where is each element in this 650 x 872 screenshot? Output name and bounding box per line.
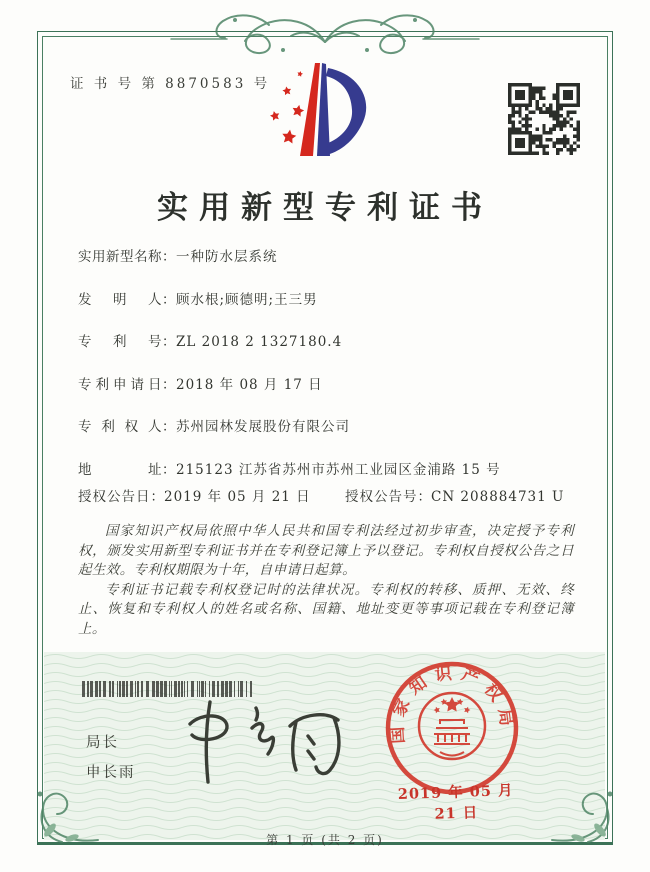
seal-text: 国家知识产权局 xyxy=(387,663,518,745)
grant-number-label: 授权公告号 xyxy=(345,489,418,505)
field-label: 专利申请日 xyxy=(78,376,162,393)
qr-code-icon xyxy=(508,83,580,155)
field-value: ZL 2018 2 1327180.4 xyxy=(176,334,343,350)
field-colon: ： xyxy=(162,334,176,350)
field-row-patentee xyxy=(78,415,578,458)
field-value: 2018 年 08 月 17 日 xyxy=(176,376,323,393)
certificate-number: 证 书 号 第 8870583 号 xyxy=(70,76,271,92)
statutory-text xyxy=(78,522,574,639)
field-row-filing-date xyxy=(78,373,578,416)
field-colon: ： xyxy=(162,249,176,265)
grant-date xyxy=(78,489,311,505)
field-colon: ： xyxy=(162,419,176,435)
cnipa-seal-icon xyxy=(382,658,522,798)
field-row-patent-number xyxy=(78,330,578,373)
field-value: 顾水根;顾德明;王三男 xyxy=(176,291,318,308)
grant-date-value: 2019 年 05 月 21 日 xyxy=(164,489,311,505)
signatory-name: 申长雨 xyxy=(86,765,136,781)
grant-number-value: CN 208884731 U xyxy=(431,489,565,505)
field-value: 215123 江苏省苏州市苏州工业园区金浦路 15 号 xyxy=(176,461,501,478)
grant-row xyxy=(78,485,578,505)
grant-date-label: 授权公告日 xyxy=(78,489,151,505)
field-value: 一种防水层系统 xyxy=(176,249,278,265)
field-value: 苏州园林发展股份有限公司 xyxy=(176,419,350,435)
seal-date: 2019 年 05 月 21 日 xyxy=(397,781,514,823)
field-colon: ： xyxy=(162,461,176,478)
field-row-name xyxy=(78,245,578,288)
field-list xyxy=(78,245,578,500)
top-flourish-icon xyxy=(165,8,485,62)
paragraph-register-statement: 专利证书记载专利权登记时的法律状况。专利权的转移、质押、无效、终止、恢复和专利权人的姓名或名称、国籍、地址变更等事项记载在专利登记簿上。 xyxy=(78,581,574,637)
field-colon: ： xyxy=(150,489,164,505)
field-colon: ： xyxy=(417,489,431,505)
field-colon: ： xyxy=(162,291,176,308)
cnipa-logo-icon xyxy=(253,58,377,162)
field-label: 专利号 xyxy=(78,334,162,350)
field-label: 专利权人 xyxy=(78,419,162,435)
grant-number xyxy=(345,485,564,505)
field-colon: ： xyxy=(162,376,176,393)
field-label: 地址 xyxy=(78,461,162,478)
paragraph-grant-statement: 国家知识产权局依照中华人民共和国专利法经过初步审查，决定授予专利权，颁发实用新型专利证书并在专利登记簿上予以登记。专利权自授权公告之日起生效。专利权期限为十年，自申请日起算。 xyxy=(78,523,574,578)
signatory-block xyxy=(86,731,136,791)
footer-page-number: 第 1 页 (共 2 页) xyxy=(266,833,384,847)
signatory-title: 局长 xyxy=(86,735,119,751)
field-label: 实用新型名称 xyxy=(78,249,162,265)
signature-icon xyxy=(172,694,362,790)
certificate-title: 实用新型专利证书 xyxy=(157,190,493,226)
field-label: 发明人 xyxy=(78,291,162,308)
field-row-inventors xyxy=(78,288,578,331)
